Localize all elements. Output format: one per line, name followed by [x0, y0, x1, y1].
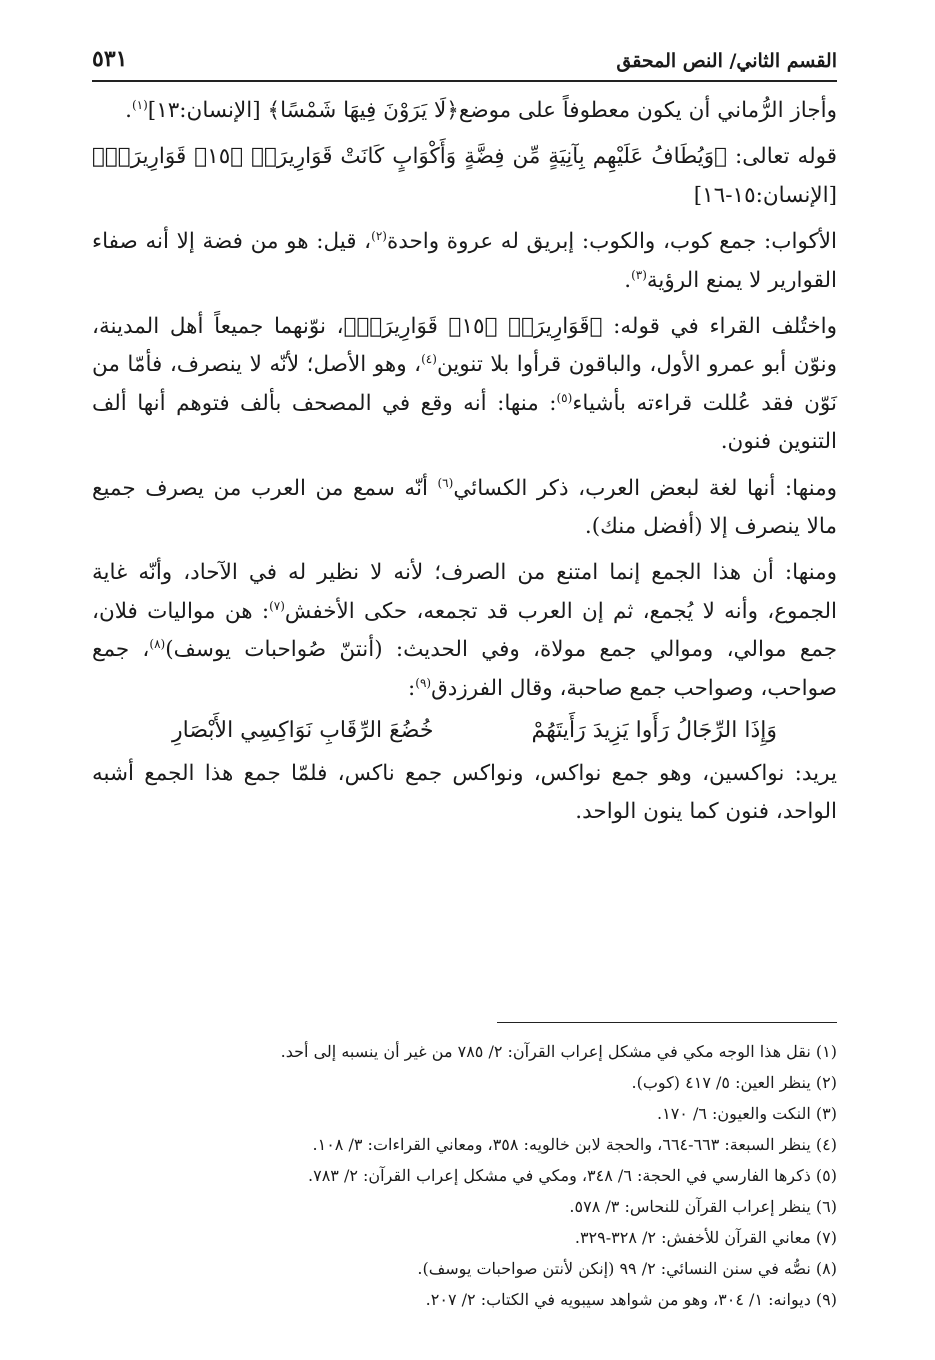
running-head [92, 36, 837, 82]
paragraph-text: : [408, 675, 416, 701]
paragraph-text: ، جمع صواحب، وصواحب جمع صاحبة، وقال الفرزدق [92, 637, 837, 701]
footnote: (٨) نصُّه في سنن النسائي: ٢/ ٩٩ (إنكن لأنتن صواحبات يوسف). [417, 1259, 837, 1278]
paragraph-text: يريد: نواكسين، وهو جمع نواكس، ونواكس جمع ناكس، فلمّا جمع هذا الجمع أشبه الواحد، فنون كما ينون الواحد. [92, 760, 837, 824]
paragraph-text: ومنها: أن هذا الجمع إنما امتنع من الصرف؛ لأنه لا نظير له في الآحاد، وأنّه غاية الجموع، وأنه لا يُجمع، ثم إن العرب قد تجمعه، حكى الأخفش [92, 560, 837, 624]
footnote-ref: (٢) [371, 229, 387, 244]
footnote: (٦) ينظر إعراب القرآن للنحاس: ٣/ ٥٧٨. [569, 1197, 837, 1216]
main-text [92, 92, 837, 831]
footnote-divider [497, 1022, 837, 1023]
footnote-ref: (٥) [556, 390, 573, 405]
footnote: (١) نقل هذا الوجه مكي في مشكل إعراب القرآن: ٢/ ٧٨٥ من غير أن ينسبه إلى أحد. [280, 1042, 837, 1061]
footnote: (٥) ذكرها الفارسي في الحجة: ٦/ ٣٤٨، ومكي في مشكل إعراب القرآن: ٢/ ٧٨٣. [308, 1166, 837, 1185]
footnote-ref: (٨) [149, 637, 166, 652]
footnote-ref: (٤) [421, 352, 437, 367]
section-title: القسم الثاني/ النص المحقق [616, 50, 837, 72]
paragraph-text: : هن مواليات فلان، جمع موالي، وموالي جمع مولاة، وفي الحديث: (أنتنّ صُواحبات يوسف) [92, 598, 838, 663]
paragraph-text: ، قيل: هو من فضة إلا أنه صفاء القوارير لا يمنع الرؤية [92, 229, 837, 293]
book-page [92, 36, 837, 1336]
paragraph [92, 223, 837, 300]
paragraph-text: أنّه سمع من العرب من يصرف جميع مالا ينصرف إلا (أفضل منك). [92, 475, 837, 540]
paragraph [92, 308, 837, 462]
paragraph-text: . [125, 98, 132, 123]
paragraph-text: ومنها: أنها لغة لبعض العرب، ذكر الكسائي [453, 475, 838, 501]
footnote: (٩) ديوانه: ١/ ٣٠٤، وهو من شواهد سيبويه في الكتاب: ٢/ ٢٠٧. [425, 1290, 837, 1309]
paragraph-text: وأجاز الرُّماني أن يكون معطوفاً على موضع﴿لَا يَرَوْنَ فِيهَا شَمْسًا﴾ [الإنسان:١٣] [147, 98, 837, 123]
verse-second-hemistich: خُضُعَ الرِّقَابِ نَوَاكِسِي الأَبْصَارِ [172, 718, 434, 744]
footnote-ref: (٩) [415, 675, 432, 690]
paragraph-text: واختُلف القراء في قوله: ﴿قَوَارِيرَا۟ ﴿١٥﴾ قَوَارِيرَا۟﴾، نوّنهما جميعاً أهل المدينة، ونوّن أبو عمرو الأول، والباقون قرأوا بلا تنوين [92, 314, 837, 378]
poetry-verse [92, 712, 837, 750]
paragraph [92, 138, 837, 215]
paragraph [92, 554, 837, 708]
footnote: (٣) النكت والعيون: ٦/ ١٧٠. [657, 1104, 837, 1123]
quran-quote: قوله تعالى: ﴿وَيُطَافُ عَلَيْهِم بِآنِيَةٍ مِّن فِضَّةٍ وَأَكْوَابٍ كَانَتْ قَوَارِيرَا۟ ﴿١٥﴾ قَوَارِيرَا۟﴾ [الإنسان:١٥-١٦] [92, 144, 838, 208]
footnote-ref: (١) [131, 97, 148, 112]
verse-first-hemistich: وَإِذَا الرِّجَالُ رَأَوا يَزِيدَ رَأَيتَهُمْ [531, 718, 777, 744]
paragraph [92, 92, 837, 130]
footnote: (٢) ينظر العين: ٥/ ٤١٧ (كوب). [631, 1073, 837, 1092]
paragraph [92, 470, 837, 547]
paragraph-text: الأكواب: جمع كوب، والكوب: إبريق له عروة واحدة [386, 229, 837, 255]
footnotes [92, 1036, 837, 1315]
footnote-ref: (٦) [437, 475, 454, 490]
paragraph-text: . [624, 267, 632, 293]
paragraph-text: ، وهو الأصل؛ لأنّه لا ينصرف، فأمّا من نَوّن فقد عُللت قراءته بأشياء [92, 352, 837, 416]
footnote-ref: (٣) [631, 267, 647, 282]
footnote-ref: (٧) [269, 598, 285, 613]
paragraph-text: : منها: أنه وقع في المصحف بألف فتوهم أنها ألف التنوين فنون. [92, 390, 837, 455]
page-number: ٥٣١ [92, 46, 128, 72]
footnote: (٤) ينظر السبعة: ٦٦٣-٦٦٤، والحجة لابن خالويه: ٣٥٨، ومعاني القراءات: ٣/ ١٠٨. [312, 1135, 837, 1154]
footnote: (٧) معاني القرآن للأخفش: ٢/ ٣٢٨-٣٢٩. [574, 1228, 837, 1247]
paragraph [92, 755, 837, 832]
